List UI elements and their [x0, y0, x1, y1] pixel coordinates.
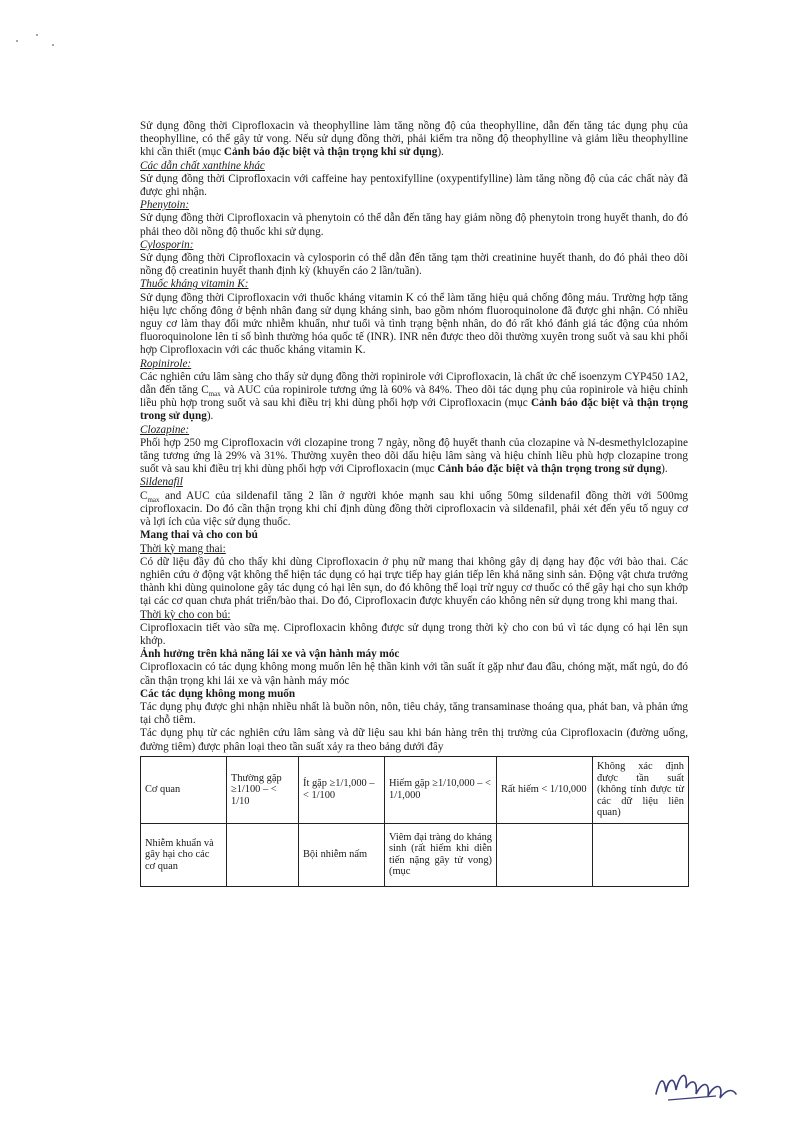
phenytoin-paragraph: Sử dụng đồng thời Ciprofloxacin và phenytoin có thể dẫn đến tăng hay giảm nồng độ phenytoin trong huyết thanh, do đó phải theo dõi nồng độ thuốc khi sử dụng.: [140, 212, 688, 238]
header-uncommon: Ít gặp ≥1/1,000 – < 1/100: [299, 756, 385, 823]
adverse-paragraph-2: Tác dụng phụ từ các nghiên cứu lâm sàng và dữ liệu sau khi bán hàng trên thị trường của Ciprofloxacin (đường uống, đường tiêm) được phân loại theo tần suất xảy ra theo bảng dưới đây: [140, 727, 688, 753]
heading-clozapine: Clozapine:: [140, 423, 190, 436]
header-organ: Cơ quan: [141, 756, 227, 823]
heading-xanthine: Các dẫn chất xanthine khác: [140, 159, 265, 172]
adverse-effects-table: [140, 756, 689, 887]
table-cell: [593, 823, 689, 886]
section-reference: Cảnh báo đặc biệt và thận trọng khi sử dụng: [223, 146, 438, 159]
driving-paragraph: Ciprofloxacin có tác dụng không mong muốn lên hệ thần kinh với tần suất ít gặp như đau đầu, chóng mặt, mất ngủ, do đó cần thận trọng khi lái xe và vận hành máy móc: [140, 661, 688, 687]
heading-sildenafil: Sildenafil: [140, 476, 183, 489]
heading-pregnancy: Thời kỳ mang thai:: [140, 542, 226, 555]
section-reference: Cảnh báo đặc biệt và thận trọng trong sử dụng: [437, 463, 662, 476]
heading-ropinirole: Ropinirole:: [140, 357, 192, 370]
heading-vitamin-k: Thuốc kháng vitamin K:: [140, 278, 249, 291]
cylosporin-paragraph: Sử dụng đồng thời Ciprofloxacin và cylosporin có thể dẫn đến tăng tạm thời creatinine huyết thanh, do đó phải theo dõi nồng độ creatinin huyết thanh định kỳ (khuyến cáo 2 lần/tuần).: [140, 252, 688, 278]
header-rare: Hiếm gặp ≥1/10,000 – < 1/1,000: [385, 756, 497, 823]
section-pregnancy: Mang thai và cho con bú: [140, 529, 258, 542]
document-page: [140, 120, 688, 887]
ropinirole-paragraph: Các nghiên cứu lâm sàng cho thấy sử dụng đồng thời ropinirole với Ciprofloxacin, là chất ức chế isoenzym CYP450 1A2, dẫn đến tăng $C_{max}$ và AUC của ropinirole tương ứng là 60% và 84%. Theo dõi tác dụng phụ của ropinirole và hiệu chỉnh liều phù hợp trong suốt và sau khi điều trị khi dùng phối hợp với Ciprofloxacin (mục Cảnh báo đặc biệt và thận trọng trong sử dụng).: [140, 370, 689, 423]
table-cell: [497, 823, 593, 886]
section-adverse-effects: Các tác dụng không mong muốn: [140, 687, 296, 700]
section-reference: Cảnh báo đặc biệt và thận trọng trong sử dụng: [140, 397, 688, 423]
header-unknown: Không xác định được tần suất (không tính được từ các dữ liệu liên quan): [593, 756, 689, 823]
table-cell: Viêm đại tràng do kháng sinh (rất hiếm khi diễn tiến nặng gây tử vong) (mục: [385, 823, 497, 886]
heading-cylosporin: Cylosporin:: [140, 238, 194, 251]
adverse-paragraph-1: Tác dụng phụ được ghi nhận nhiều nhất là buồn nôn, nôn, tiêu chảy, tăng transaminase thoáng qua, phát ban, và phản ứng tại chỗ tiêm.: [140, 700, 688, 727]
vitamin-k-paragraph: Sử dụng đồng thời Ciprofloxacin với thuốc kháng vitamin K có thể làm tăng hiệu quả chống đông máu. Trường hợp tăng hiệu lực chống đông ở bệnh nhân đang sử dụng kháng sinh, bao gồm nhóm fluoroquinolone đã được ghi nhận. Có nhiều nguy cơ làm thay đổi mức nhiễm khuẩn, như tuổi và tình trạng bệnh nhân, do đó rất khó đánh giá tác động của nhóm fluoroquinolone lên tỉ số bình thường hóa quốc tế (INR). INR nên được theo dõi thường xuyên trong suốt và sau khi phối hợp Ciprofloxacin với các thuốc kháng vitamin K.: [140, 291, 688, 357]
scan-speckles: [14, 32, 64, 48]
table-cell: Bội nhiễm nấm: [299, 823, 385, 886]
handwritten-signature: [650, 1060, 740, 1110]
header-common: Thường gặp ≥1/100 – < 1/10: [227, 756, 299, 823]
section-driving: Ảnh hưởng trên khả năng lái xe và vận hành máy móc: [140, 648, 400, 661]
theophylline-paragraph: Sử dụng đồng thời Ciprofloxacin và theophylline làm tăng nồng độ của theophylline, dẫn đến tăng tác dụng phụ của theophylline, có thể gây tử vong. Nếu sử dụng đồng thời, phải kiểm tra nồng độ theophylline và giảm liều theophylline khi cần thiết (mục Cảnh báo đặc biệt và thận trọng khi sử dụng).: [140, 120, 688, 159]
lactation-paragraph: Ciprofloxacin tiết vào sữa mẹ. Ciprofloxacin không được sử dụng trong thời kỳ cho con bú vì tác dụng có hại lên sụn khớp.: [140, 621, 688, 647]
sildenafil-paragraph: $C_{max}$ and AUC của sildenafil tăng 2 lần ở người khỏe mạnh sau khi uống 50mg sildenafil đồng thời với 500mg ciprofloxacin. Do đó cần thận trọng khi chỉ định dùng đồng thời ciprofloxacin và sildenafil, phải xét đến yếu tố nguy cơ và lợi ích của việc sử dụng thuốc.: [140, 489, 688, 529]
heading-phenytoin: Phenytoin:: [140, 199, 190, 212]
table-row: [141, 823, 689, 886]
table-header-row: [141, 756, 689, 823]
header-very-rare: Rất hiếm < 1/10,000: [497, 756, 593, 823]
xanthine-paragraph: Sử dụng đồng thời Ciprofloxacin với caffeine hay pentoxifylline (oxypentifylline) làm tăng nồng độ của các chất này đã được ghi nhận.: [140, 172, 688, 199]
pregnancy-paragraph: Có dữ liệu đầy đủ cho thấy khi dùng Ciprofloxacin ở phụ nữ mang thai không gây dị dạng hay độc với bào thai. Các nghiên cứu ở động vật không thể hiện tác dụng có hại trực tiếp hay gián tiếp lên khả năng sinh sản. Động vật chưa trưởng thành khi dùng quinolone gây tác dụng có hại lên sụn, do đó không thể loại trừ nguy cơ thuốc có thể gây hại cho sụn khớp tại các cơ quan chưa phát triển/bào thai. Do đó, Ciprofloxacin được khuyến cáo không nên sử dụng trong khi mang thai.: [140, 555, 688, 608]
heading-lactation: Thời kỳ cho con bú:: [140, 608, 231, 621]
table-cell: [227, 823, 299, 886]
table-cell: Nhiễm khuẩn và gây hại cho các cơ quan: [141, 823, 227, 886]
clozapine-paragraph: Phối hợp 250 mg Ciprofloxacin với clozapine trong 7 ngày, nồng độ huyết thanh của clozapine và N-desmethylclozapine tăng tương ứng là 29% và 31%. Thường xuyên theo dõi dấu hiệu lâm sàng và hiệu chỉnh liều phù hợp clozapine trong suốt và sau khi điều trị khi dùng phối hợp với Ciprofloxacin (mục Cảnh báo đặc biệt và thận trọng trong sử dụng).: [140, 436, 688, 476]
